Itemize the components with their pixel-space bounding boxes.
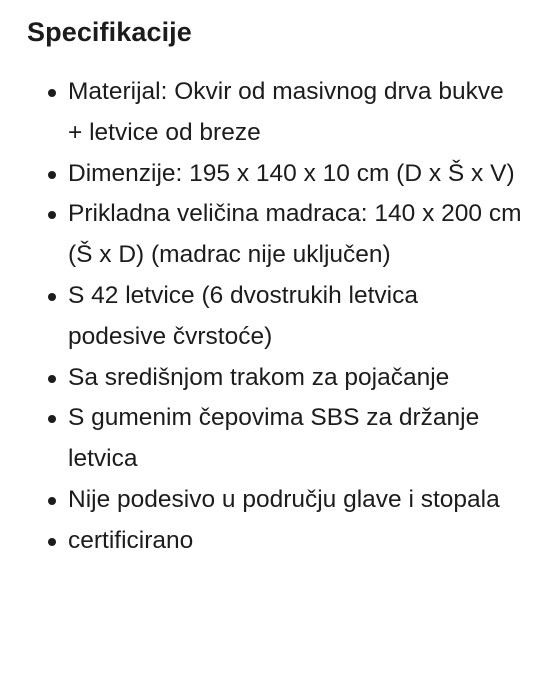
spec-item-mattress-size xyxy=(0,194,542,276)
spec-item-not-adjustable xyxy=(0,480,542,521)
section-title: Specifikacije xyxy=(27,17,192,47)
spec-item-certified xyxy=(0,521,542,562)
spec-item-text: S 42 letvice (6 dvostrukih letvica podesive čvrstoće) xyxy=(68,281,418,350)
spec-item-text: Sa središnjom trakom za pojačanje xyxy=(68,363,450,391)
spec-item-slats xyxy=(0,276,542,358)
spec-item-text: Nije podesivo u području glave i stopala xyxy=(68,485,500,513)
bullet-icon xyxy=(48,293,56,301)
bullet-icon xyxy=(48,211,56,219)
spec-item-text: S gumenim čepovima SBS za držanje letvica xyxy=(68,404,480,473)
spec-item-dimensions xyxy=(0,154,542,195)
bullet-icon xyxy=(48,171,56,179)
spec-item-center-strip xyxy=(0,358,542,399)
spec-item-rubber-caps xyxy=(0,398,542,480)
bullet-icon xyxy=(48,89,56,97)
bullet-icon xyxy=(48,538,56,546)
spec-item-text: Dimenzije: 195 x 140 x 10 cm (D x Š x V) xyxy=(68,159,515,187)
spec-item-text: Prikladna veličina madraca: 140 x 200 cm (Š x D) (madrac nije uključen) xyxy=(68,200,522,269)
spec-item-text: Materijal: Okvir od masivnog drva bukve + letvice od breze xyxy=(68,78,504,146)
bullet-icon xyxy=(48,415,56,423)
spec-item-text: certificirano xyxy=(68,526,194,554)
specifications-list xyxy=(0,72,542,562)
bullet-icon xyxy=(48,375,56,383)
bullet-icon xyxy=(48,497,56,505)
spec-item-material xyxy=(0,72,542,154)
